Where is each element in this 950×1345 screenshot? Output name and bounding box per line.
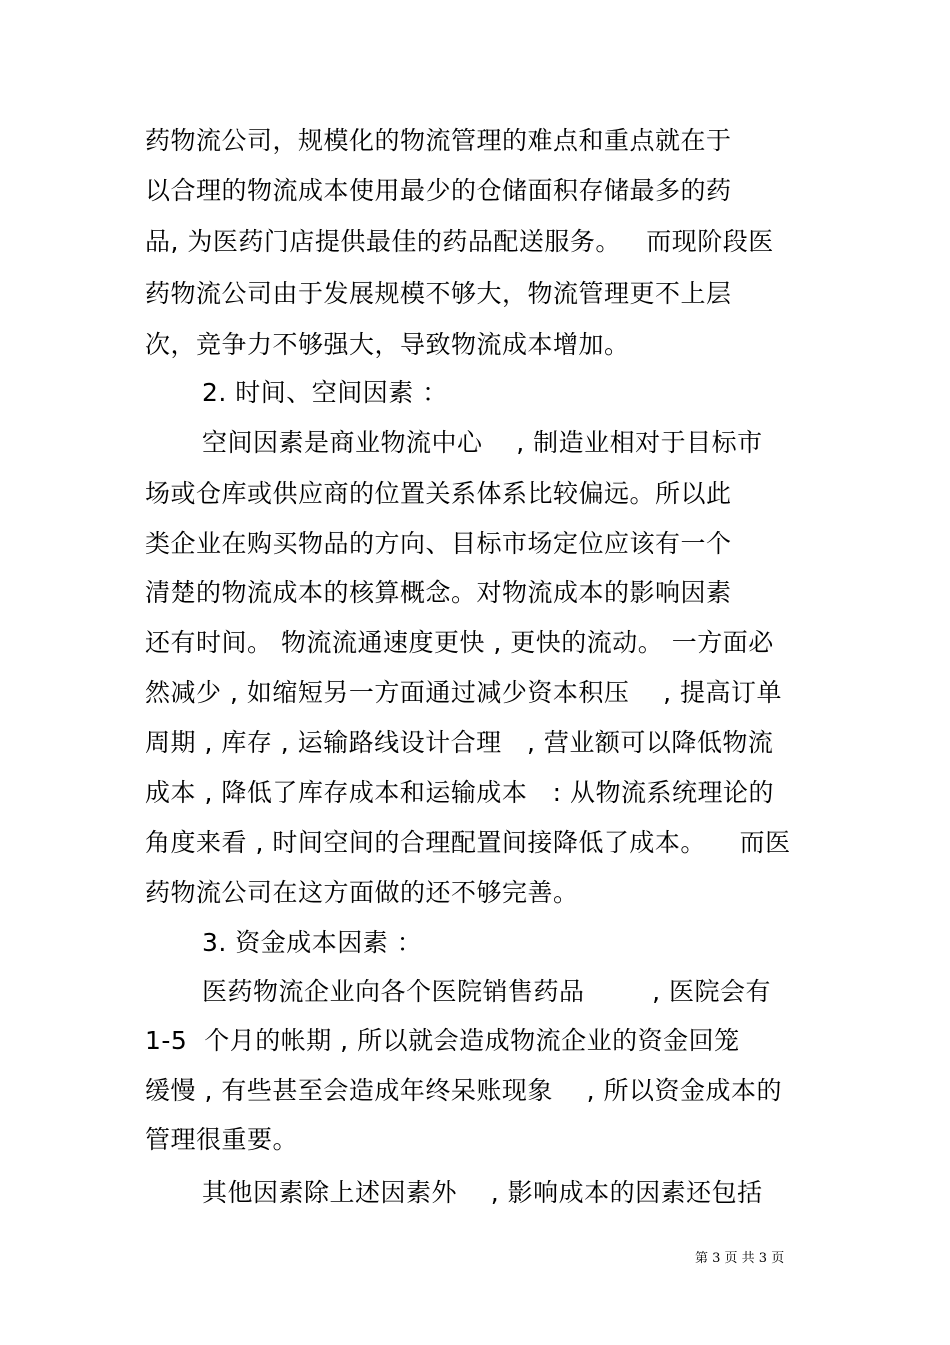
text-line: 以合理的物流成本使用最少的仓储面积存储最多的药: [145, 176, 732, 205]
section-heading: 3. 资金成本因素 ：: [202, 928, 423, 957]
page-footer: 第 3 页 共 3 页: [695, 1251, 785, 1266]
text-line: 1-5 个月的帐期 , 所以就会造成物流企业的资金回笼: [145, 1026, 740, 1055]
text-line: 场或仓库或供应商的位置关系体系比较偏远。所以此: [145, 479, 732, 508]
text-line: 空间因素是商业物流中心 , 制造业相对于目标市: [202, 428, 763, 457]
text-line: 还有时间。 物流流通速度更快 , 更快的流动。 一方面必: [145, 628, 774, 657]
text-line: 其他因素除上述因素外 , 影响成本的因素还包括: [202, 1178, 763, 1207]
text-line: 管理很重要。: [145, 1125, 299, 1154]
text-line: 医药物流企业向各个医院销售药品 , 医院会有: [202, 977, 771, 1006]
text-line: 然减少 , 如缩短另一方面通过减少资本积压 , 提高订单: [145, 678, 783, 707]
text-line: 药物流公司，规模化的物流管理的难点和重点就在于: [145, 126, 732, 155]
text-line: 周期 , 库存 , 运输路线设计合理 , 营业额可以降低物流: [145, 728, 774, 757]
text-line: 类企业在购买物品的方向、目标市场定位应该有一个: [145, 529, 732, 558]
text-line: 次，竞争力不够强大，导致物流成本增加。: [145, 330, 630, 359]
text-line: 药物流公司在这方面做的还不够完善。: [145, 878, 579, 907]
text-line: 品, 为医药门店提供最佳的药品配送服务。 而现阶段医: [145, 227, 774, 256]
text-line: 药物流公司由于发展规模不够大，物流管理更不上层: [145, 279, 732, 308]
text-line: 成本 , 降低了库存成本和运输成本 : 从物流系统理论的: [145, 778, 775, 807]
section-heading: 2. 时间、空间因素 ：: [202, 378, 448, 407]
text-line: 清楚的物流成本的核算概念。对物流成本的影响因素: [145, 578, 732, 607]
text-line: 角度来看 , 时间空间的合理配置间接降低了成本。 而医: [145, 828, 791, 857]
text-line: 缓慢 , 有些甚至会造成年终呆账现象 , 所以资金成本的: [145, 1076, 783, 1105]
